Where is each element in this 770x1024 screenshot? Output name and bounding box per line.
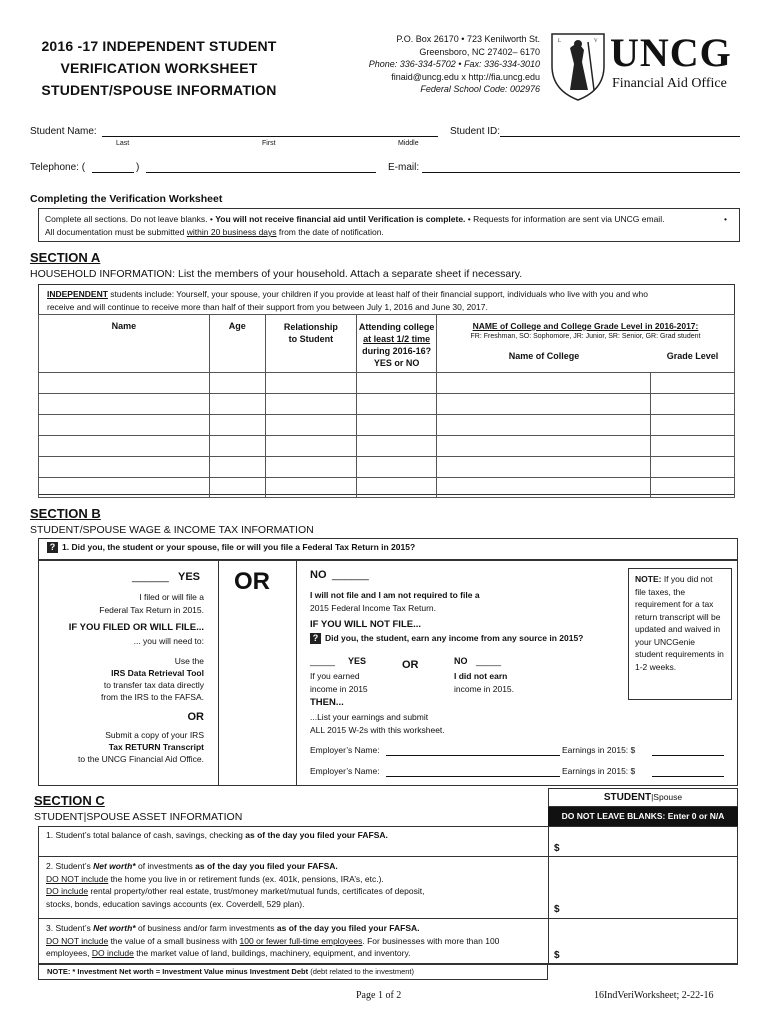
then: THEN...	[310, 697, 344, 708]
table-row[interactable]	[39, 478, 735, 498]
yes2-blank[interactable]: _____	[310, 656, 336, 666]
divider-mid	[296, 560, 297, 786]
no2-text-1: I did not earn	[454, 671, 508, 681]
yes-blank[interactable]: ______	[132, 571, 169, 583]
not-file-text	[310, 589, 480, 614]
question-2-text: Did you, the student, earn any income from any source in 2015?	[325, 633, 584, 643]
submit-3: to the UNCG Financial Aid Office.	[78, 754, 204, 764]
earnings-label-1: Earnings in 2015: $	[562, 745, 636, 755]
address-line-1: P.O. Box 26170 • 723 Kenilworth St.	[396, 34, 540, 44]
section-a-heading: SECTION A	[30, 250, 101, 265]
office-address	[330, 33, 540, 96]
sub-c-2: SPOUSE ASSET INFORMATION	[86, 811, 243, 823]
title-line-3: STUDENT/SPOUSE INFORMATION	[41, 82, 277, 98]
table-row[interactable]	[39, 394, 735, 415]
address-line-3: Phone: 336-334-5702 • Fax: 336-334-3010	[368, 59, 540, 69]
svg-text:L: L	[558, 39, 562, 44]
earnings-field-1[interactable]	[652, 755, 724, 756]
no2-text	[454, 670, 514, 695]
col-college-head: NAME of College and College Grade Level in 2016-2017:	[472, 321, 699, 331]
section-a-subheading: HOUSEHOLD INFORMATION: List the members of your household. Attach a separate sheet if necessary.	[30, 268, 523, 280]
sub-c-1: STUDENT	[34, 811, 84, 823]
instr-bullet: •	[724, 214, 727, 224]
section-b-heading: SECTION B	[30, 506, 101, 521]
student-id-label: Student ID:	[450, 126, 501, 137]
first-label: First	[262, 140, 276, 147]
yes2-label: YES	[348, 656, 367, 666]
employer-field-2[interactable]	[386, 776, 560, 777]
col-college-codes: FR: Freshman, SO: Sophomore, JR: Junior, SR: Senior, GR: Grad student	[470, 333, 701, 340]
q3-l2b: the value of a small business with	[108, 935, 240, 946]
asset-row-line-2	[38, 918, 738, 919]
q3a: 3. Student’s	[46, 923, 94, 933]
asset-q2	[46, 860, 424, 910]
asset-row-line-1	[38, 856, 738, 857]
area-code-field[interactable]	[92, 172, 134, 173]
table-row[interactable]	[39, 457, 735, 478]
q3-l3c: the market value of land, buildings, machinery, equipment, and inventory.	[133, 948, 411, 958]
sub-c-sep: |	[83, 811, 87, 823]
col-att-4: YES or NO	[373, 358, 420, 368]
completing-heading: Completing the Verification Worksheet	[30, 193, 223, 205]
col-name	[39, 315, 210, 373]
q3-l2c: 100 or fewer full-time employees	[239, 935, 363, 946]
section-b-subheading: STUDENT/SPOUSE WAGE & INCOME TAX INFORMATION	[30, 524, 314, 536]
title-line-2: VERIFICATION WORKSHEET	[60, 60, 258, 76]
title-line-1: 2016 -17 INDEPENDENT STUDENT	[41, 38, 277, 54]
col-att-2: at least 1/2 time	[363, 334, 431, 344]
middle-label: Middle	[398, 140, 419, 147]
student-label: STUDENT	[603, 792, 652, 803]
or-big: OR	[234, 568, 270, 595]
q2-l3a: DO include	[46, 886, 89, 896]
no-blanks-bar	[548, 807, 738, 826]
q3-l3b: DO include	[91, 948, 134, 958]
q2-l3b: rental property/other real estate, trust/money market/mutual funds, certificates of deposit,	[88, 886, 425, 896]
not-file-2: 2015 Federal Income Tax Return.	[310, 602, 436, 613]
you-need: ... you will need to:	[133, 636, 204, 646]
if-filed: IF YOU FILED OR WILL FILE...	[68, 622, 204, 633]
student-id-field[interactable]	[500, 136, 740, 137]
instr-2c: from the date of notification.	[276, 227, 384, 237]
form-id: 16IndVeriWorksheet; 2-22-16	[594, 990, 714, 1001]
question-1: 1. Did you, the student or your spouse, file or will you file a Federal Tax Return in 2015?	[62, 542, 416, 552]
minerva-shield-icon	[548, 30, 608, 102]
note-bold: NOTE:	[635, 574, 662, 584]
instr-1b: You will not receive financial aid until Verification is complete.	[215, 214, 466, 224]
asset-q1	[46, 830, 388, 840]
q2-l2a: DO NOT include	[46, 873, 109, 884]
or-small: OR	[187, 711, 204, 723]
asset-q2-dollar[interactable]: $	[554, 904, 560, 915]
col-age	[209, 315, 265, 373]
col-grade-level: Grade Level	[666, 351, 719, 361]
transfer-2: from the IRS to the FAFSA.	[101, 692, 204, 702]
if-will-not: IF YOU WILL NOT FILE...	[310, 619, 422, 630]
telephone-field[interactable]	[146, 172, 376, 173]
q2c: of investments	[135, 861, 196, 871]
tax-question-box	[38, 538, 738, 560]
asset-note-bold: NOTE: * Investment Net worth = Investment Value minus Investment Debt	[47, 967, 309, 976]
household-intro	[47, 288, 727, 314]
asset-divider	[548, 826, 549, 964]
irs-tool-text	[40, 655, 204, 703]
col-attending	[357, 315, 437, 373]
address-line-2: Greensboro, NC 27402– 6170	[419, 46, 540, 57]
no-blank[interactable]: ______	[332, 569, 369, 581]
asset-q3-dollar[interactable]: $	[554, 950, 560, 961]
yes2-text-2: income in 2015	[310, 683, 368, 694]
col-relationship	[265, 315, 357, 373]
spouse-label: |Spouse	[651, 792, 683, 802]
col-rel-2: to Student	[288, 334, 334, 344]
divider-left	[218, 560, 219, 786]
yes2-text	[310, 670, 368, 695]
list-text	[310, 711, 445, 736]
irs-tool: IRS Data Retrieval Tool	[111, 668, 204, 678]
transfer-1: to transfer tax data directly	[103, 680, 204, 690]
q2-l2b: the home you live in or retirement funds (ex. 401k, pensions, IRA’s, etc.).	[108, 873, 384, 884]
asset-q3	[46, 922, 499, 960]
q3c: of business and/or farm investments	[135, 923, 277, 933]
yes2-text-1: If you earned	[310, 671, 360, 681]
earnings-label-2: Earnings in 2015: $	[562, 766, 636, 776]
list-2: ALL 2015 W-2s with this worksheet.	[310, 724, 445, 735]
telephone-label: Telephone: (	[30, 162, 86, 173]
col-att-3: during 2016-16?	[362, 346, 432, 356]
table-row[interactable]	[39, 436, 735, 457]
table-row[interactable]	[39, 373, 735, 394]
col-age-text: Age	[228, 321, 246, 331]
q3-l3a: employees,	[46, 948, 92, 958]
q3d: as of the day you filed your FAFSA.	[276, 923, 420, 933]
page-number: Page 1 of 2	[356, 990, 402, 1001]
col-college	[436, 315, 734, 373]
yes-text	[40, 591, 204, 616]
q2d: as of the day you filed your FAFSA.	[195, 861, 338, 871]
intro-bold: INDEPENDENT	[47, 289, 108, 299]
q1a: 1. Student’s total balance of cash, savings, checking	[46, 830, 246, 840]
use-the: Use the	[174, 656, 204, 666]
uncg-logo	[548, 30, 748, 102]
student-name-label: Student Name:	[30, 126, 97, 137]
employer-label-1: Employer’s Name:	[310, 745, 380, 755]
section-c-subheading	[34, 811, 242, 823]
q3-l2d: . For businesses with more than 100	[362, 935, 500, 946]
instr-1a: Complete all sections. Do not leave blanks. •	[45, 214, 216, 224]
intro-line2: receive and will continue to receive more than half of their support from you between July 1, 2016 and June 30, 2017.	[47, 302, 488, 312]
note-text: If you did not file taxes, the requirement for a tax return transcript will be updated and waived in your UNCGenie student requirements in 1-2 weeks.	[635, 574, 724, 672]
submit-2: Tax RETURN Transcript	[108, 742, 204, 752]
yes-label: YES	[178, 571, 201, 583]
col-college-name: Name of College	[508, 351, 580, 361]
submit-1: Submit a copy of your IRS	[105, 730, 204, 740]
asset-note-rest: (debt related to the investment)	[308, 967, 414, 976]
svg-text:V: V	[594, 39, 598, 44]
note-box	[628, 568, 732, 700]
logo-text: UNCG	[610, 30, 732, 75]
household-grid	[38, 314, 735, 498]
logo-subtext: Financial Aid Office	[612, 76, 727, 91]
address-line-5: Federal School Code: 002976	[420, 84, 540, 94]
no2-blank[interactable]: _____	[476, 656, 502, 666]
or-mid: OR	[402, 659, 419, 671]
email-label: E-mail:	[388, 162, 420, 173]
telephone-paren: )	[136, 162, 140, 173]
col-rel-1: Relationship	[283, 322, 338, 332]
last-label: Last	[116, 140, 130, 147]
instr-2b: within 20 business days	[186, 227, 277, 237]
q3b: Net worth*	[93, 923, 136, 933]
section-c-heading: SECTION C	[34, 793, 105, 808]
email-field[interactable]	[422, 172, 740, 173]
not-file-1: I will not file and I am not required to file a	[310, 590, 480, 600]
intro-rest: students include: Yourself, your spouse, your children if you provide at least half of their financial support, individuals who live with you and who	[107, 289, 648, 299]
yes-text-2: Federal Tax Return in 2015.	[99, 604, 204, 615]
no-blanks-text: DO NOT LEAVE BLANKS: Enter 0 or N/A	[561, 811, 725, 821]
address-line-4: finaid@uncg.edu x http://fia.uncg.edu	[391, 71, 540, 82]
employer-label-2: Employer’s Name:	[310, 766, 380, 776]
employer-field-1[interactable]	[386, 755, 560, 756]
col-name-text: Name	[111, 321, 137, 331]
q1b: as of the day you filed your FAFSA.	[245, 830, 388, 840]
q2-l4: stocks, bonds, education savings accounts (ex. Coverdell, 529 plan).	[46, 898, 305, 909]
question-2	[310, 633, 583, 644]
no2-text-2: income in 2015.	[454, 683, 515, 694]
student-spouse-header	[548, 788, 738, 807]
col-att-1: Attending college	[358, 322, 435, 332]
q2a: 2. Student’s	[46, 861, 94, 871]
submit-text	[40, 729, 204, 765]
list-1: ...List your earnings and submit	[310, 712, 429, 722]
yes-text-1: I filed or will file a	[139, 592, 204, 602]
asset-note	[38, 964, 548, 980]
no2-label: NO	[454, 656, 468, 666]
q2b: Net worth*	[93, 861, 136, 871]
table-row[interactable]	[39, 415, 735, 436]
student-name-field[interactable]	[102, 136, 438, 137]
earnings-field-2[interactable]	[652, 776, 724, 777]
instr-1c: • Requests for information are sent via UNCG email.	[465, 214, 665, 224]
no-label: NO	[310, 569, 327, 581]
completing-instructions	[38, 208, 740, 242]
instr-2a: All documentation must be submitted	[45, 227, 187, 237]
question-icon: ?	[47, 542, 58, 553]
question-2-icon: ?	[310, 633, 321, 644]
q3-l2a: DO NOT include	[46, 935, 109, 946]
asset-q1-dollar[interactable]: $	[554, 843, 560, 854]
